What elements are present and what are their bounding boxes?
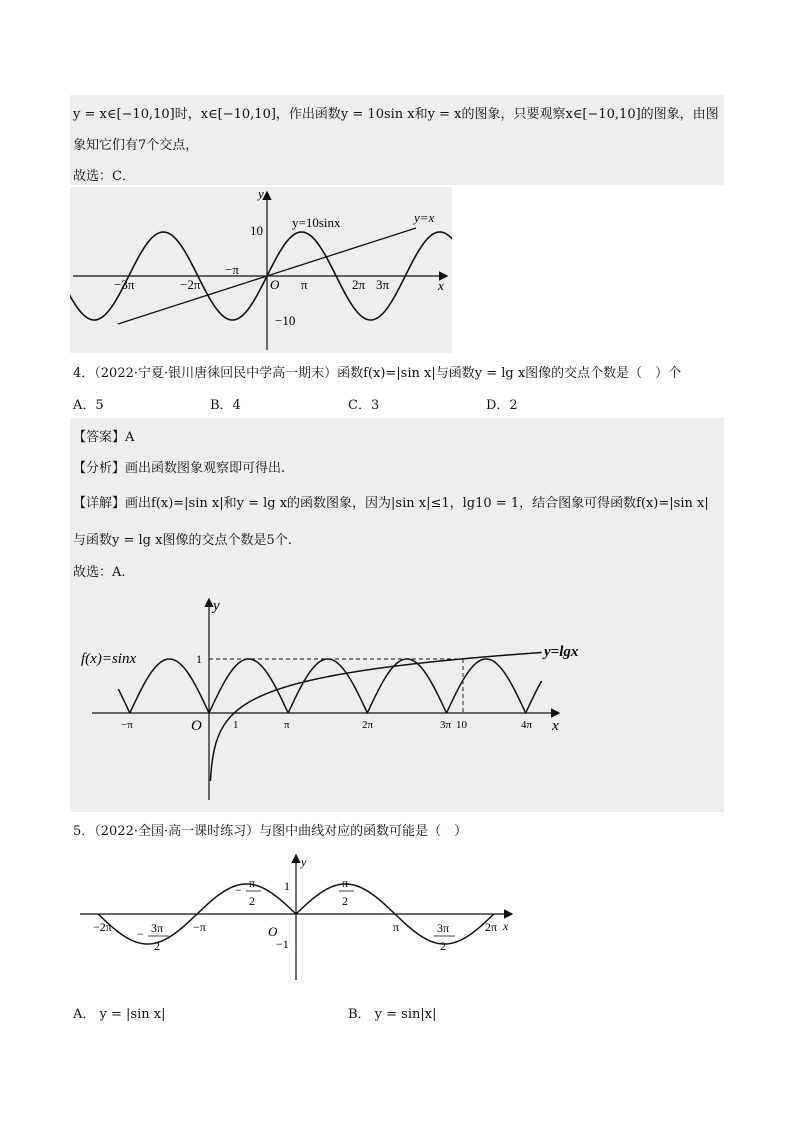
label-10sinx: y=10sinx bbox=[292, 215, 341, 230]
q5-option-b: B． y = sin|x| bbox=[348, 1007, 437, 1022]
y-axis-label: y bbox=[258, 187, 264, 201]
frac-neg-3pi-over-2-sign: − bbox=[137, 927, 144, 941]
label-f-sinx: f(x)=sinx bbox=[81, 651, 137, 667]
tick-x-pi: π bbox=[301, 277, 308, 292]
label-y-equals-x: y=x bbox=[414, 210, 435, 225]
tick-y-neg1: −1 bbox=[276, 937, 289, 951]
q5-stem: 5．（2022·全国·高一课时练习）与图中曲线对应的函数可能是（ ） bbox=[73, 824, 468, 839]
tick-x-10: 10 bbox=[456, 719, 467, 731]
tick-x-2pi: 2π bbox=[485, 920, 498, 934]
label-lgx: y=lgx bbox=[544, 644, 579, 660]
tick-x-4pi: 4π bbox=[521, 719, 533, 731]
tick-x-negpi: −π bbox=[193, 920, 206, 934]
frac-neg-3pi-over-2-den: 2 bbox=[154, 939, 160, 953]
origin-label: O bbox=[270, 277, 280, 292]
tick-10: 10 bbox=[250, 223, 263, 238]
tick-x-pi: π bbox=[393, 920, 400, 934]
tick-x-3pi: 3π bbox=[440, 719, 452, 731]
tick-x-neg2pi: −2π bbox=[180, 277, 201, 292]
y-axis-label: y bbox=[301, 855, 307, 869]
frac-neg-pi-over-2-num: π bbox=[249, 876, 256, 890]
q4-option-a: A．5 bbox=[73, 398, 104, 413]
q4-choice: 故选：A. bbox=[73, 565, 126, 580]
x-axis-label: x bbox=[438, 278, 444, 293]
q4-stem: 4．（2022·宁夏·银川唐徕回民中学高一期末）函数f(x)=|sin x|与函数y = lg x图像的交点个数是（ ）个 bbox=[73, 366, 682, 381]
tick-x-1: 1 bbox=[233, 719, 239, 731]
figure-q5-curve bbox=[75, 850, 525, 990]
tick-y-1: 1 bbox=[284, 879, 290, 893]
q5-option-a: A． y = |sin x| bbox=[73, 1007, 166, 1022]
tick-neg10: −10 bbox=[275, 313, 296, 328]
q4-option-b: B．4 bbox=[210, 398, 241, 413]
tick-x-2pi: 2π bbox=[362, 719, 374, 731]
figure-abs-sin-vs-lg bbox=[70, 588, 600, 808]
tick-x-pi: π bbox=[284, 719, 290, 731]
frac-3pi-over-2-num: 3π bbox=[437, 921, 450, 935]
origin-label: O bbox=[268, 924, 278, 939]
solution3-choice: 故选：C． bbox=[73, 169, 135, 184]
q4-option-d: D．2 bbox=[486, 398, 518, 413]
frac-neg-pi-over-2-sign: − bbox=[235, 883, 242, 897]
q4-analysis: 【分析】画出函数图象观察即可得出. bbox=[73, 461, 286, 476]
solution3-line2: 象知它们有7个交点， bbox=[73, 138, 199, 153]
tick-y-1: 1 bbox=[196, 652, 202, 666]
solution3-line1: y = x∈[−10,10]时，x∈[−10,10]，作出函数y = 10sin x和y = x的图象，只要观察x∈[−10,10]的图象，由图 bbox=[73, 107, 719, 122]
origin-label: O bbox=[191, 718, 202, 734]
curve-abs-sinx bbox=[118, 659, 541, 713]
curve-lgx bbox=[210, 652, 541, 781]
frac-neg-3pi-over-2-num: 3π bbox=[151, 921, 164, 935]
q4-detail-line1: 【详解】画出f(x)=|sin x|和y = lg x的函数图象，因为|sin x|≤1，lg10 = 1，结合图象可得函数f(x)=|sin x| bbox=[73, 496, 709, 511]
x-axis-label: x bbox=[503, 919, 509, 933]
tick-x-negpi: −π bbox=[121, 719, 133, 731]
frac-pi-over-2-num: π bbox=[342, 876, 349, 890]
tick-x-neg2pi: −2π bbox=[93, 920, 112, 934]
tick-x-3pi: 3π bbox=[376, 277, 390, 292]
frac-neg-pi-over-2-den: 2 bbox=[249, 894, 255, 908]
figure-sin-vs-line bbox=[70, 187, 452, 353]
tick-x-2pi: 2π bbox=[352, 277, 366, 292]
tick-x-negpi: −π bbox=[225, 262, 239, 277]
q4-answer: 【答案】A bbox=[73, 430, 135, 445]
tick-x-neg3pi: −3π bbox=[114, 277, 135, 292]
frac-3pi-over-2-den: 2 bbox=[440, 939, 446, 953]
frac-pi-over-2-den: 2 bbox=[342, 894, 348, 908]
y-axis-label: y bbox=[213, 598, 220, 614]
q4-detail-line2: 与函数y = lg x图像的交点个数是5个. bbox=[73, 533, 292, 548]
q4-option-c: C．3 bbox=[348, 398, 380, 413]
x-axis-label: x bbox=[552, 718, 559, 734]
